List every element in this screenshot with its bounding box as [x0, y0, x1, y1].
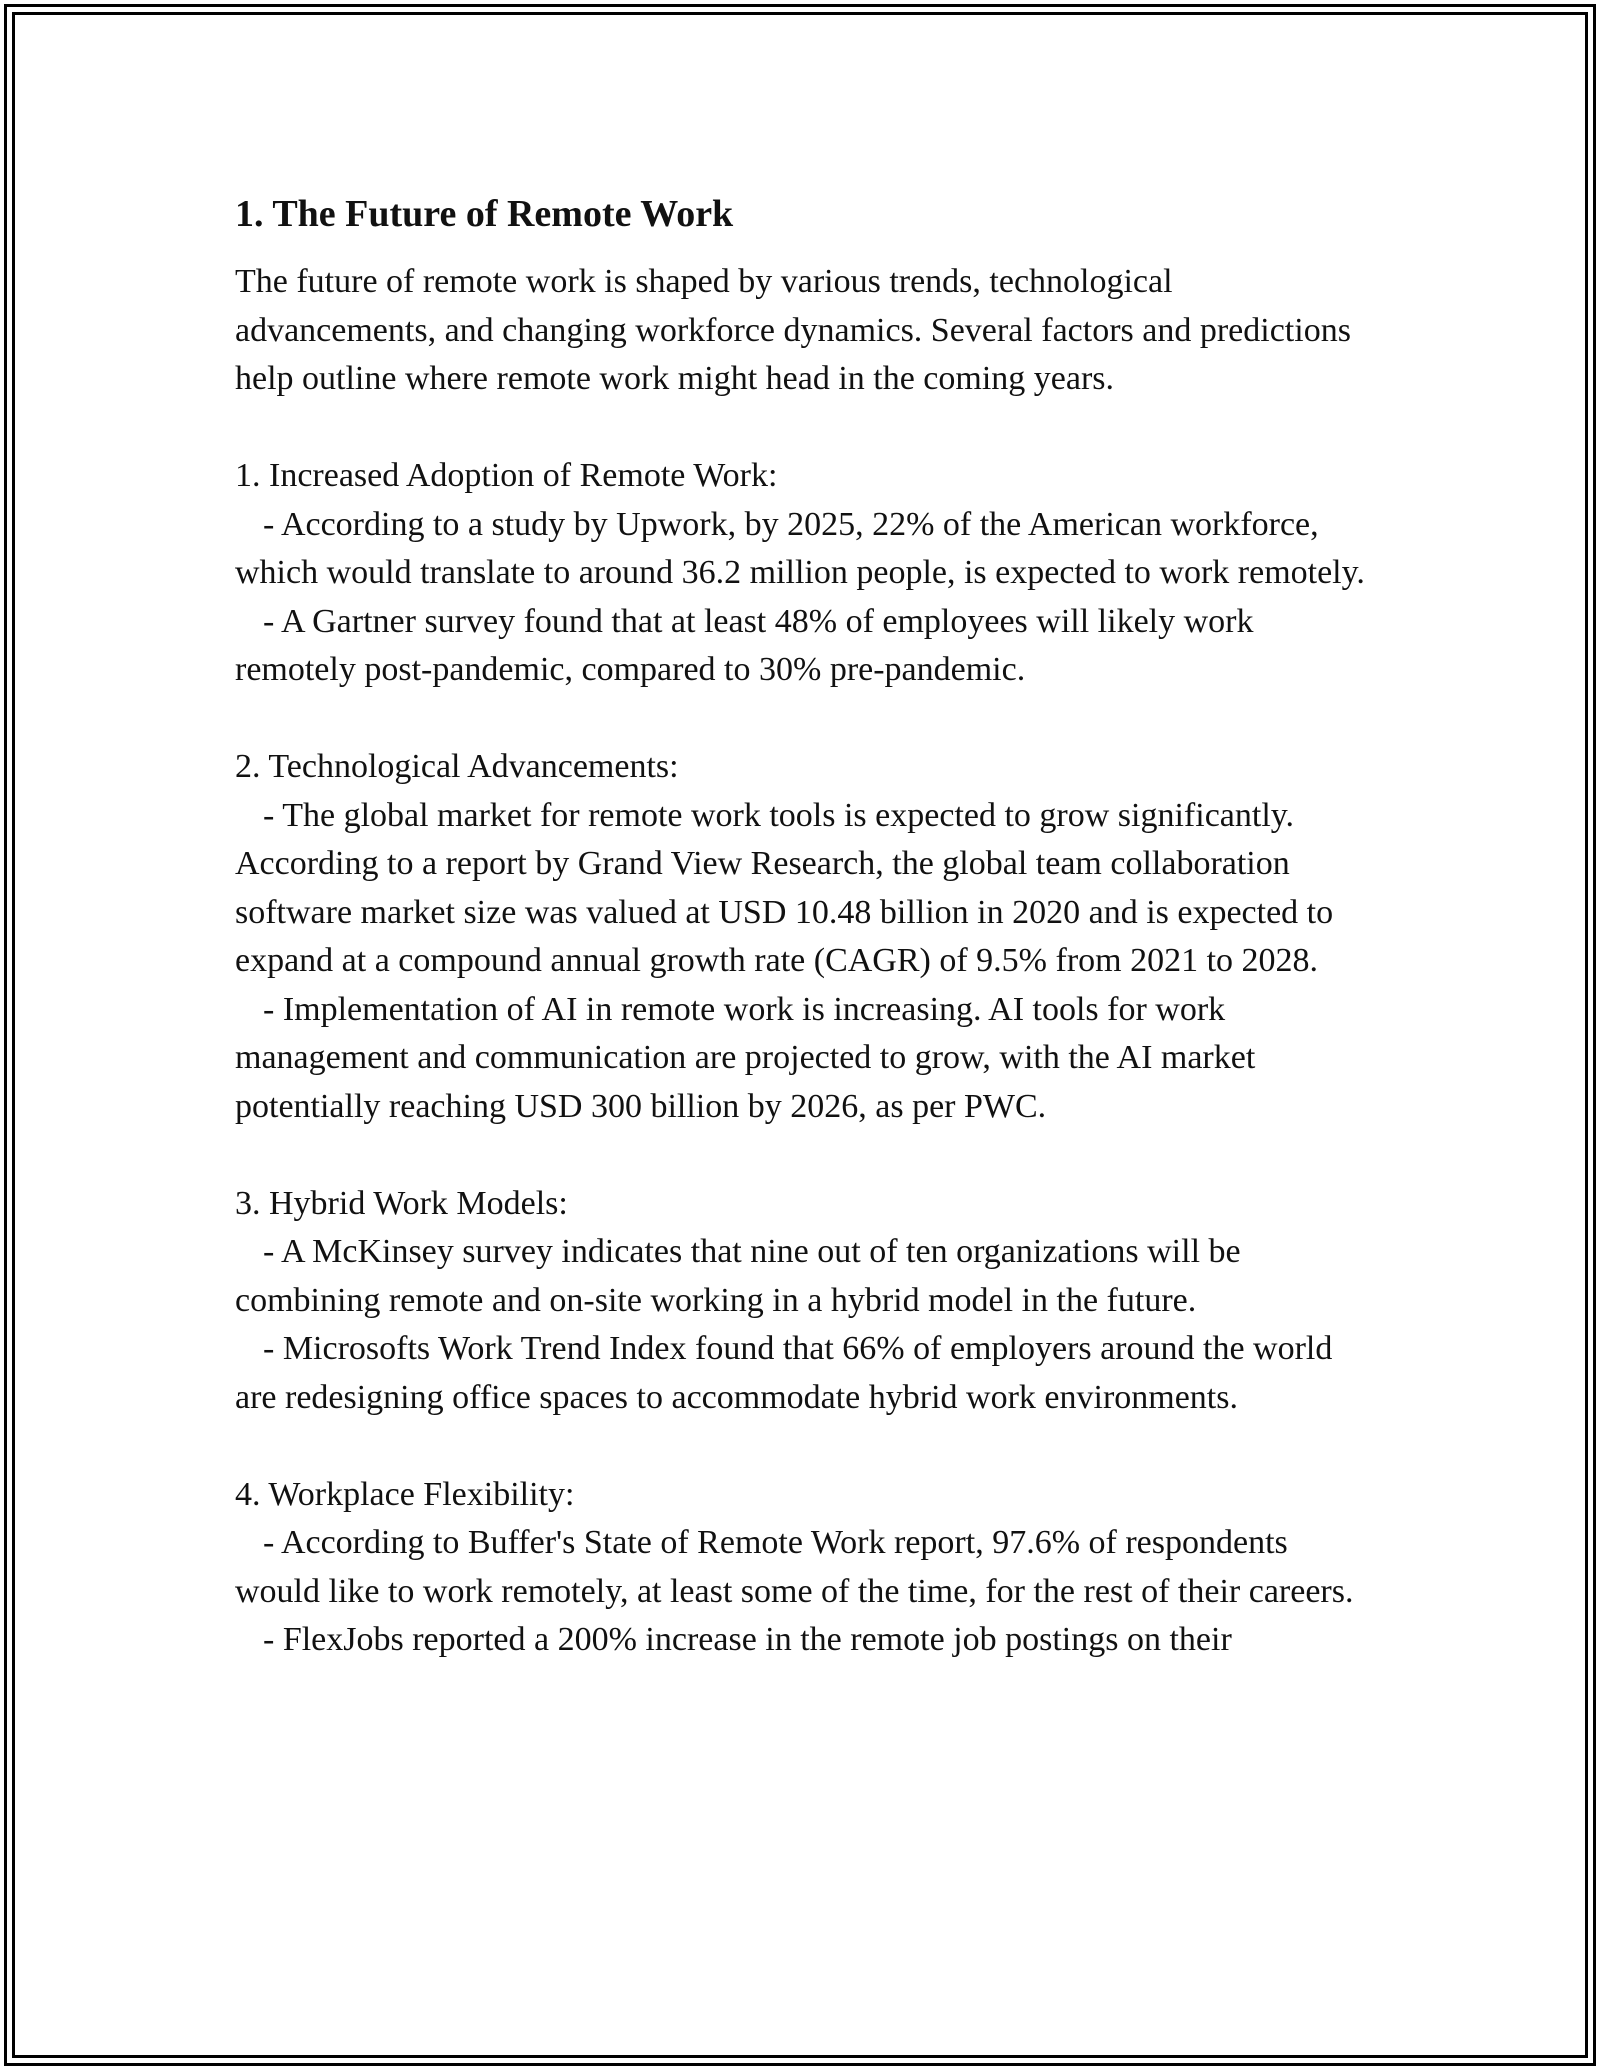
- bullet-item: - A McKinsey survey indicates that nine out of ten organizations will be combining remote and on-site working in a hybrid model in the future.: [235, 1233, 1250, 1319]
- section-heading: 3. Hybrid Work Models:: [235, 1184, 568, 1222]
- section-technological-advancements: [235, 743, 1375, 1131]
- intro-paragraph: The future of remote work is shaped by various trends, technological advancements, and changing workforce dynamics. Several factors and predictions help outline where remote work might head in the coming years.: [235, 263, 1360, 397]
- bullet-item: - The global market for remote work tools is expected to grow significantly. According to a report by Grand View Research, the global team collaboration software market size was valued at USD 10.48 billion in 2020 and is expected to expand at a compound annual growth rate (CAGR) of 9.5% from 2021 to 2028.: [235, 796, 1342, 979]
- bullet-item: - According to a study by Upwork, by 2025, 22% of the American workforce, which would translate to around 36.2 million people, is expected to work remotely.: [235, 505, 1365, 591]
- section-hybrid-work-models: [235, 1180, 1375, 1423]
- document-body: [235, 186, 1375, 1665]
- document-title: 1. The Future of Remote Work: [235, 193, 734, 235]
- section-heading: 1. Increased Adoption of Remote Work:: [235, 457, 778, 494]
- bullet-item: - According to Buffer's State of Remote Work report, 97.6% of respondents would like to work remotely, at least some of the time, for the rest of their careers.: [235, 1524, 1354, 1610]
- section-heading: 4. Workplace Flexibility:: [235, 1475, 575, 1513]
- bullet-item: - FlexJobs reported a 200% increase in the remote job postings on their: [263, 1621, 1232, 1658]
- bullet-item: - Implementation of AI in remote work is increasing. AI tools for work management and communication are projected to grow, with the AI market potentially reaching USD 300 billion by 2026, as per PWC.: [235, 990, 1264, 1125]
- section-heading: 2. Technological Advancements:: [235, 748, 679, 785]
- bullet-item: - Microsofts Work Trend Index found that 66% of employers around the world are redesigning office spaces to accommodate hybrid work environments.: [235, 1330, 1341, 1416]
- bullet-item: - A Gartner survey found that at least 48% of employees will likely work remotely post-pandemic, compared to 30% pre-pandemic.: [235, 602, 1262, 688]
- section-increased-adoption: [235, 452, 1375, 695]
- section-workplace-flexibility: [235, 1471, 1375, 1665]
